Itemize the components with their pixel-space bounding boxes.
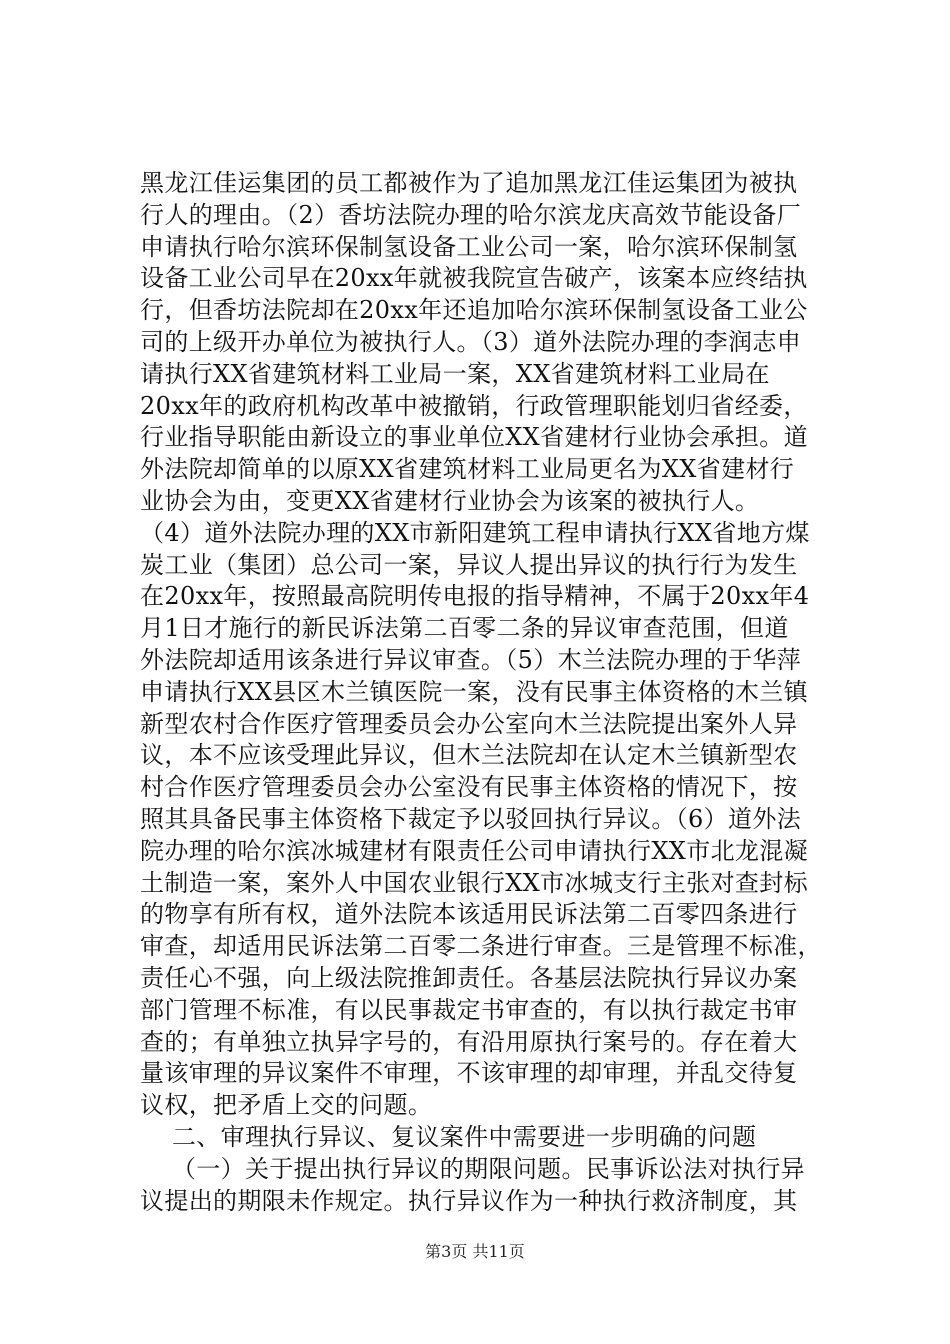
text-line: 部门管理不标准，有以民事裁定书审查的，有以执行裁定书审 bbox=[140, 995, 798, 1024]
text-line: 申请执行XX县区木兰镇医院一案，没有民事主体资格的木兰镇 bbox=[140, 677, 808, 706]
text-line: （4）道外法院办理的XX市新阳建筑工程申请执行XX省地方煤 bbox=[140, 518, 810, 547]
text-line: 土制造一案，案外人中国农业银行XX市冰城支行主张对查封标 bbox=[140, 868, 808, 897]
text-line: 在20xx年，按照最高院明传电报的指导精神，不属于20xx年4 bbox=[140, 582, 810, 611]
text-line: 申请执行哈尔滨环保制氢设备工业公司一案，哈尔滨环保制氢 bbox=[140, 232, 798, 261]
text-line: （一）关于提出执行异议的期限问题。民事诉讼法对执行异 bbox=[140, 1154, 806, 1183]
page-number-footer: 第3页 共11页 bbox=[425, 1242, 525, 1261]
text-line: 司的上级开办单位为被执行人。（3）道外法院办理的李润志申 bbox=[140, 327, 802, 356]
text-line: 行，但香坊法院却在20xx年还追加哈尔滨环保制氢设备工业公 bbox=[140, 296, 808, 325]
text-line: 的物享有所有权，道外法院本该适用民诉法第二百零四条进行 bbox=[140, 900, 798, 929]
text-line: 月1日才施行的新民诉法第二百零二条的异议审查范围，但道 bbox=[140, 614, 789, 643]
text-line: 议提出的期限未作规定。执行异议作为一种执行救济制度，其 bbox=[140, 1186, 798, 1215]
text-line: 议权，把矛盾上交的问题。 bbox=[140, 1091, 433, 1120]
text-line: 院办理的哈尔滨冰城建材有限责任公司申请执行XX市北龙混凝 bbox=[140, 836, 808, 865]
text-line: 行业指导职能由新设立的事业单位XX省建材行业协会承担。道 bbox=[140, 423, 808, 452]
text-line: 业协会为由，变更XX省建材行业协会为该案的被执行人。 bbox=[140, 486, 760, 515]
text-line: 查的；有单独立执异字号的，有沿用原执行案号的。存在着大 bbox=[140, 1027, 798, 1056]
text-line: 黑龙江佳运集团的员工都被作为了追加黑龙江佳运集团为被执 bbox=[140, 169, 798, 197]
text-line: 审查，却适用民诉法第二百零二条进行审查。三是管理不标准， bbox=[140, 932, 822, 961]
text-line: 外法院却适用该条进行异议审查。（5）木兰法院办理的于华萍 bbox=[140, 645, 802, 674]
text-line: 议，本不应该受理此异议，但木兰法院却在认定木兰镇新型农 bbox=[140, 741, 798, 770]
text-line: 炭工业（集团）总公司一案，异议人提出异议的执行行为发生 bbox=[140, 550, 798, 579]
section-heading: 二、审理执行异议、复议案件中需要进一步明确的问题 bbox=[140, 1122, 757, 1151]
text-line: 设备工业公司早在20xx年就被我院宣告破产，该案本应终结执 bbox=[140, 264, 808, 293]
text-line: 村合作医疗管理委员会办公室没有民事主体资格的情况下，按 bbox=[140, 773, 798, 802]
body-text bbox=[140, 168, 824, 1217]
text-line: 责任心不强，向上级法院推卸责任。各基层法院执行异议办案 bbox=[140, 963, 798, 992]
text-line: 照其具备民事主体资格下裁定予以驳回执行异议。（6）道外法 bbox=[140, 804, 802, 833]
text-line: 量该审理的异议案件不审理，不该审理的却审理，并乱交待复 bbox=[140, 1059, 798, 1088]
text-line: 新型农村合作医疗管理委员会办公室向木兰法院提出案外人异 bbox=[140, 709, 798, 738]
text-line: 外法院却简单的以原XX省建筑材料工业局更名为XX省建材行 bbox=[140, 455, 795, 484]
text-line: 20xx年的政府机构改革中被撤销，行政管理职能划归省经委， bbox=[140, 391, 808, 420]
text-line: 请执行XX省建筑材料工业局一案，XX省建筑材料工业局在 bbox=[140, 359, 770, 388]
text-line: 行人的理由。（2）香坊法院办理的哈尔滨龙庆高效节能设备厂 bbox=[140, 200, 802, 229]
